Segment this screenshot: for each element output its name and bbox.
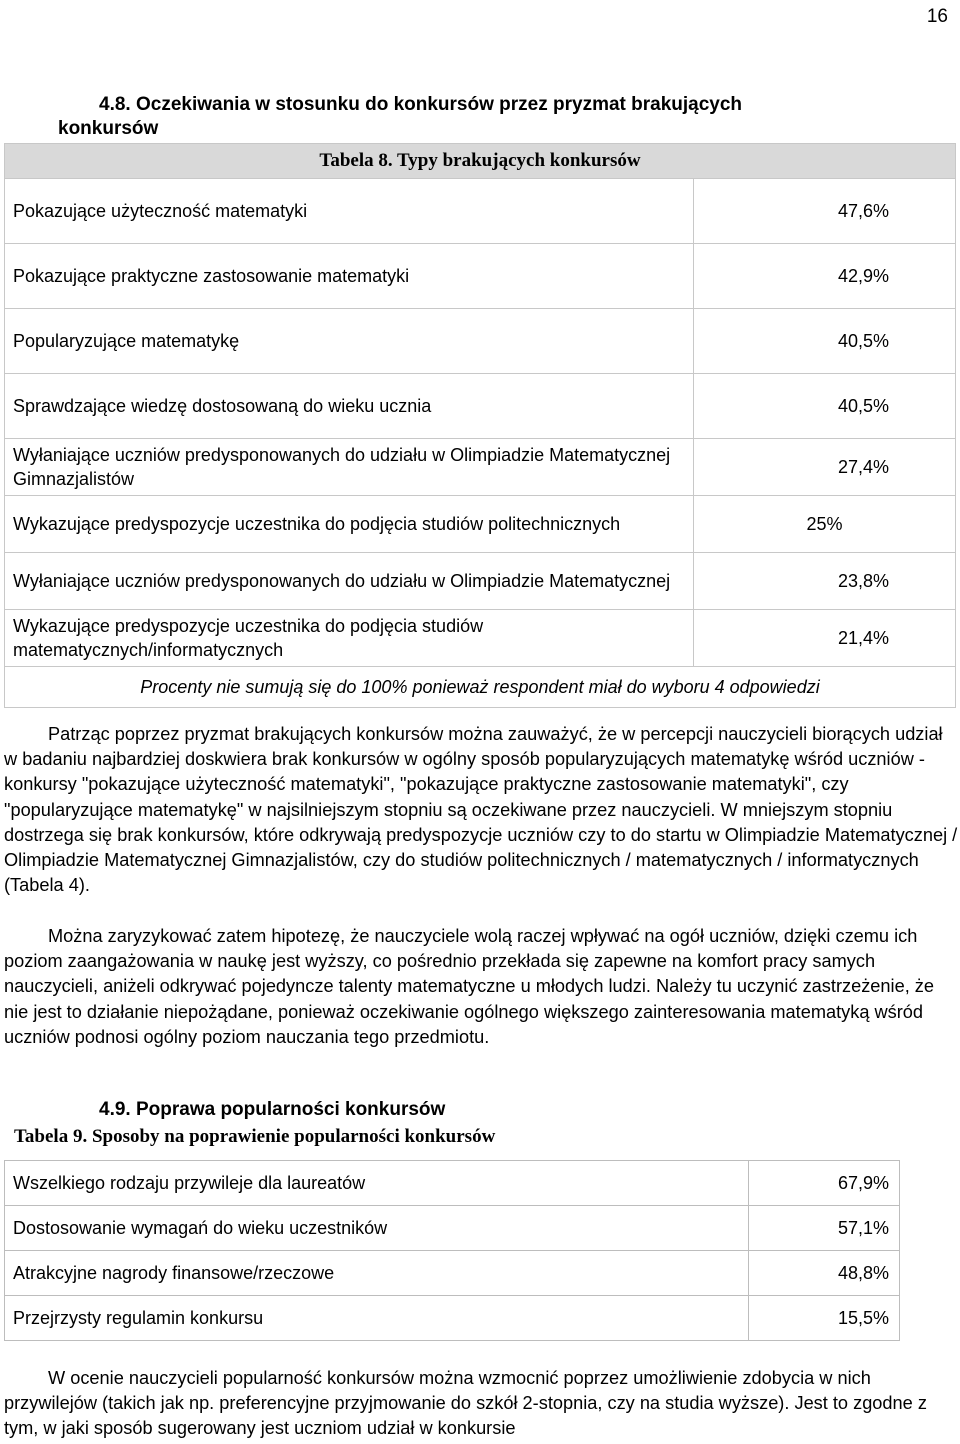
paragraph-2 — [4, 924, 958, 1050]
table-9-caption: Tabela 9. Sposoby na poprawienie popularności konkursów — [14, 1126, 496, 1147]
row-label: Wyłaniające uczniów predysponowanych do udziału w Olimpiadzie Matematycznej Gimnazjalistów — [5, 439, 694, 496]
table-row — [5, 1161, 900, 1206]
row-value: 21,4% — [694, 610, 956, 667]
paragraph-2-text: Można zaryzykować zatem hipotezę, że nauczyciele wolą raczej wpływać na ogół uczniów, dzięki czemu ich poziom zaangażowania w naukę jest wyższy, co pośrednio przekłada się zapewne na komfort pracy samych nauczycieli, aniżeli odkrywać pojedyncze talenty matematyczne u młodych ludzi. Należy tu uczynić zastrzeżenie, że nie jest to działanie niepożądane, ponieważ oczekiwanie ogólnego większego zainteresowania matematyką wśród uczniów podnosi ogólny poziom nauczania tego przedmiotu. — [4, 926, 935, 1047]
row-value: 47,6% — [694, 179, 956, 244]
table-9 — [4, 1160, 900, 1341]
row-value: 23,8% — [694, 553, 956, 610]
table-row — [5, 1296, 900, 1341]
table-row — [5, 244, 956, 309]
section-heading-line2: konkursów — [58, 118, 159, 139]
paragraph-3-text: W ocenie nauczycieli popularność konkursów można wzmocnić poprzez umożliwienie zdobycia w nich przywilejów (takich jak np. preferencyjne przyjmowanie do szkół 2-stopnia, czy na studia wyższe). Jest to zgodne z tym, w jaki sposób sugerowany jest uczniom udział w konkursie — [4, 1368, 927, 1438]
row-label: Wyłaniające uczniów predysponowanych do udziału w Olimpiadzie Matematycznej — [5, 553, 694, 610]
row-label: Wykazujące predyspozycje uczestnika do podjęcia studiów politechnicznych — [5, 496, 694, 553]
table-8 — [4, 143, 956, 708]
row-value: 67,9% — [749, 1161, 900, 1206]
section-heading-4-9: 4.9. Poprawa popularności konkursów — [99, 1099, 446, 1120]
table-row — [5, 553, 956, 610]
row-label: Pokazujące użyteczność matematyki — [5, 179, 694, 244]
row-label: Atrakcyjne nagrody finansowe/rzeczowe — [5, 1251, 749, 1296]
row-label: Przejrzysty regulamin konkursu — [5, 1296, 749, 1341]
table-row — [5, 179, 956, 244]
row-value: 15,5% — [749, 1296, 900, 1341]
table-8-note: Procenty nie sumują się do 100% ponieważ respondent miał do wyboru 4 odpowiedzi — [5, 667, 956, 708]
row-label: Sprawdzające wiedzę dostosowaną do wieku ucznia — [5, 374, 694, 439]
row-value: 42,9% — [694, 244, 956, 309]
row-label: Pokazujące praktyczne zastosowanie matematyki — [5, 244, 694, 309]
row-value: 27,4% — [694, 439, 956, 496]
row-value: 57,1% — [749, 1206, 900, 1251]
section-heading-4-8 — [58, 93, 918, 141]
table-row — [5, 374, 956, 439]
table-row — [5, 439, 956, 496]
paragraph-1 — [4, 722, 958, 898]
row-value: 25% — [694, 496, 956, 553]
page-number: 16 — [926, 6, 948, 27]
table-8-caption: Tabela 8. Typy brakujących konkursów — [5, 144, 956, 179]
row-value: 48,8% — [749, 1251, 900, 1296]
section-heading-line1: 4.8. Oczekiwania w stosunku do konkursów przez pryzmat brakujących — [99, 94, 743, 115]
table-row — [5, 309, 956, 374]
row-label: Wykazujące predyspozycje uczestnika do podjęcia studiów matematycznych/informatycznych — [5, 610, 694, 667]
row-label: Wszelkiego rodzaju przywileje dla laureatów — [5, 1161, 749, 1206]
paragraph-1-text: Patrząc poprzez pryzmat brakujących konkursów można zauważyć, że w percepcji nauczycieli biorących udział w badaniu najbardziej doskwiera brak konkursów w ogólny sposób popularyzujących matematykę wśród uczniów - konkursy "pokazujące użyteczność matematyki", "pokazujące praktyczne zastosowanie matematyki", czy "popularyzujące matematykę" w najsilniejszym stopniu są oczekiwane przez nauczycieli. W mniejszym stopniu dostrzega się brak konkursów, które odkrywają predyspozycje uczniów czy to do startu w Olimpiadzie Matematycznej / Olimpiadzie Matematycznej Gimnazjalistów, czy do studiów politechnicznych / matematycznych / informatycznych (Tabela 4). — [4, 724, 958, 896]
row-value: 40,5% — [694, 374, 956, 439]
row-value: 40,5% — [694, 309, 956, 374]
row-label: Dostosowanie wymagań do wieku uczestników — [5, 1206, 749, 1251]
table-row — [5, 610, 956, 667]
table-row — [5, 496, 956, 553]
row-label: Popularyzujące matematykę — [5, 309, 694, 374]
table-row — [5, 1206, 900, 1251]
table-row — [5, 1251, 900, 1296]
paragraph-3 — [4, 1366, 958, 1441]
